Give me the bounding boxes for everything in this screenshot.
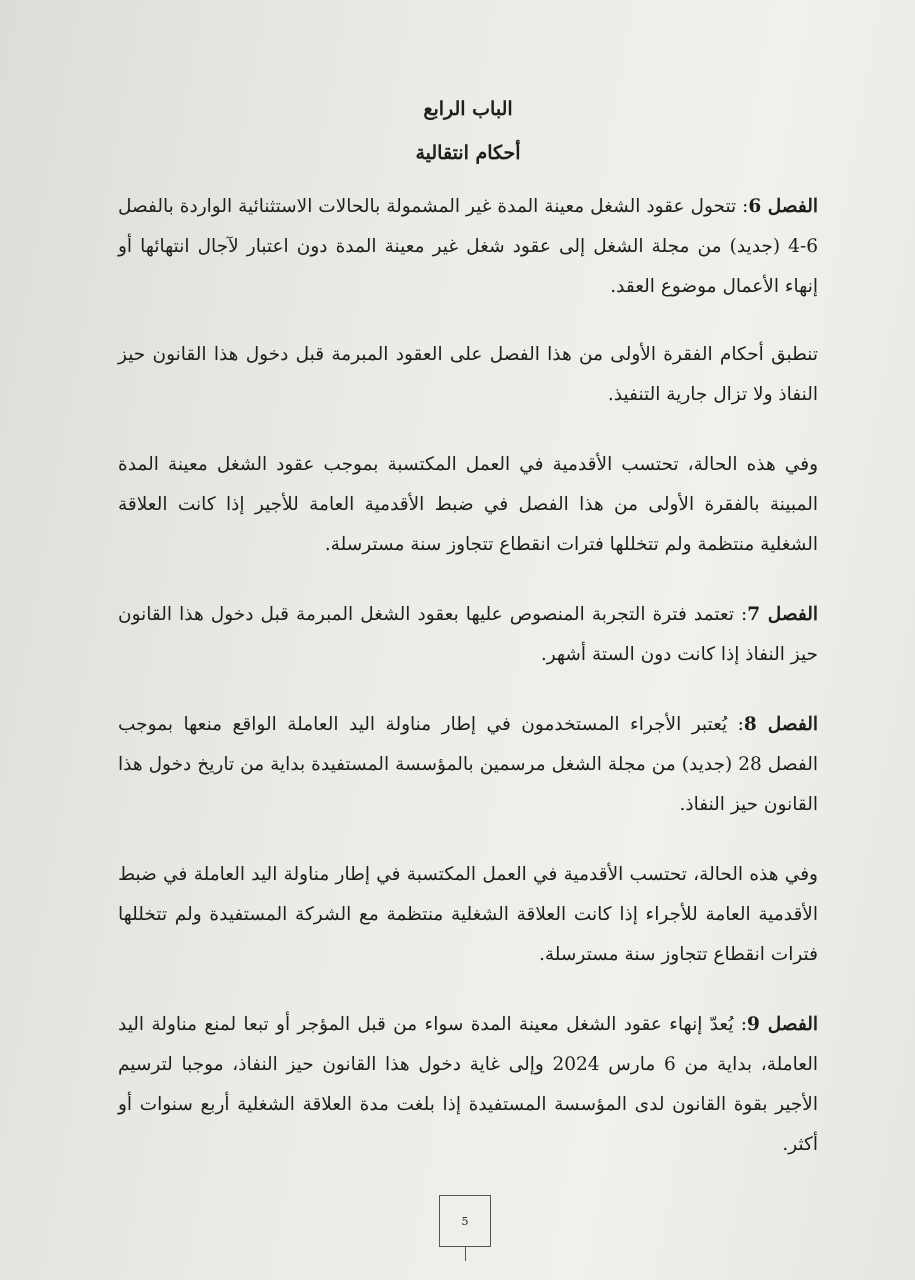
paragraph-article-7 bbox=[118, 595, 818, 675]
paragraph-text: : يُعدّ إنهاء عقود الشغل معينة المدة سواء من قبل المؤجر أو تبعا لمنع مناولة اليد العاملة، بداية من 6 مارس 2024 وإلى غاية دخول هذا القانون حيز النفاذ، موجبا لترسيم الأجير بقوة القانون لدى المؤسسة المستفيدة إذا بلغت مدة العلاقة الشغلية أربع سنوات أو أكثر. bbox=[118, 1014, 818, 1155]
paragraph-article-8-second bbox=[118, 855, 818, 975]
paragraph-text: وفي هذه الحالة، تحتسب الأقدمية في العمل المكتسبة في إطار مناولة اليد العاملة في ضبط الأقدمية العامة للأجراء إذا كانت العلاقة الشغلية منتظمة مع الشركة المستفيدة ولم تتخللها فترات انقطاع تتجاوز سنة مسترسلة. bbox=[118, 864, 818, 965]
article-label: الفصل 6 bbox=[748, 196, 818, 217]
chapter-title: الباب الرابع bbox=[423, 98, 513, 120]
page-number: 5 bbox=[461, 1214, 469, 1228]
paragraph-article-9 bbox=[118, 1005, 818, 1165]
paragraph-text: تنطبق أحكام الفقرة الأولى من هذا الفصل على العقود المبرمة قبل دخول هذا القانون حيز النفاذ ولا تزال جارية التنفيذ. bbox=[118, 344, 818, 405]
paragraph-article-6 bbox=[118, 187, 818, 307]
document-body bbox=[118, 98, 818, 1165]
article-label: الفصل 7 bbox=[747, 604, 818, 625]
paragraph-text: وفي هذه الحالة، تحتسب الأقدمية في العمل المكتسبة بموجب عقود الشغل معينة المدة المبينة بالفقرة الأولى من هذا الفصل في ضبط الأقدمية العامة للأجير إذا كانت العلاقة الشغلية منتظمة ولم تتخللها فترات انقطاع تتجاوز سنة مسترسلة. bbox=[118, 454, 818, 555]
article-label: الفصل 9 bbox=[747, 1014, 818, 1035]
paragraph-text: : تعتمد فترة التجربة المنصوص عليها بعقود الشغل المبرمة قبل دخول هذا القانون حيز النفاذ إذا كانت دون الستة أشهر. bbox=[118, 604, 818, 665]
paragraph-text: : تتحول عقود الشغل معينة المدة غير المشمولة بالحالات الاستثنائية الواردة بالفصل 6-4 (جديد) من مجلة الشغل إلى عقود شغل غير معينة المدة دون اعتبار لآجال انتهائها أو إنهاء الأعمال موضوع العقد. bbox=[118, 196, 818, 297]
paragraph-article-6-third bbox=[118, 445, 818, 565]
paragraph-article-8 bbox=[118, 705, 818, 825]
paragraph-text: : يُعتبر الأجراء المستخدمون في إطار مناولة اليد العاملة الواقع منعها بموجب الفصل 28 (جديد) من مجلة الشغل مرسمين بالمؤسسة المستفيدة بداية من تاريخ دخول هذا القانون حيز النفاذ. bbox=[118, 714, 818, 815]
section-title: أحكام انتقالية bbox=[415, 142, 521, 164]
article-label: الفصل 8 bbox=[743, 714, 818, 735]
page-number-box bbox=[439, 1195, 491, 1247]
page-number-tick bbox=[465, 1247, 466, 1261]
paragraph-article-6-second bbox=[118, 335, 818, 415]
